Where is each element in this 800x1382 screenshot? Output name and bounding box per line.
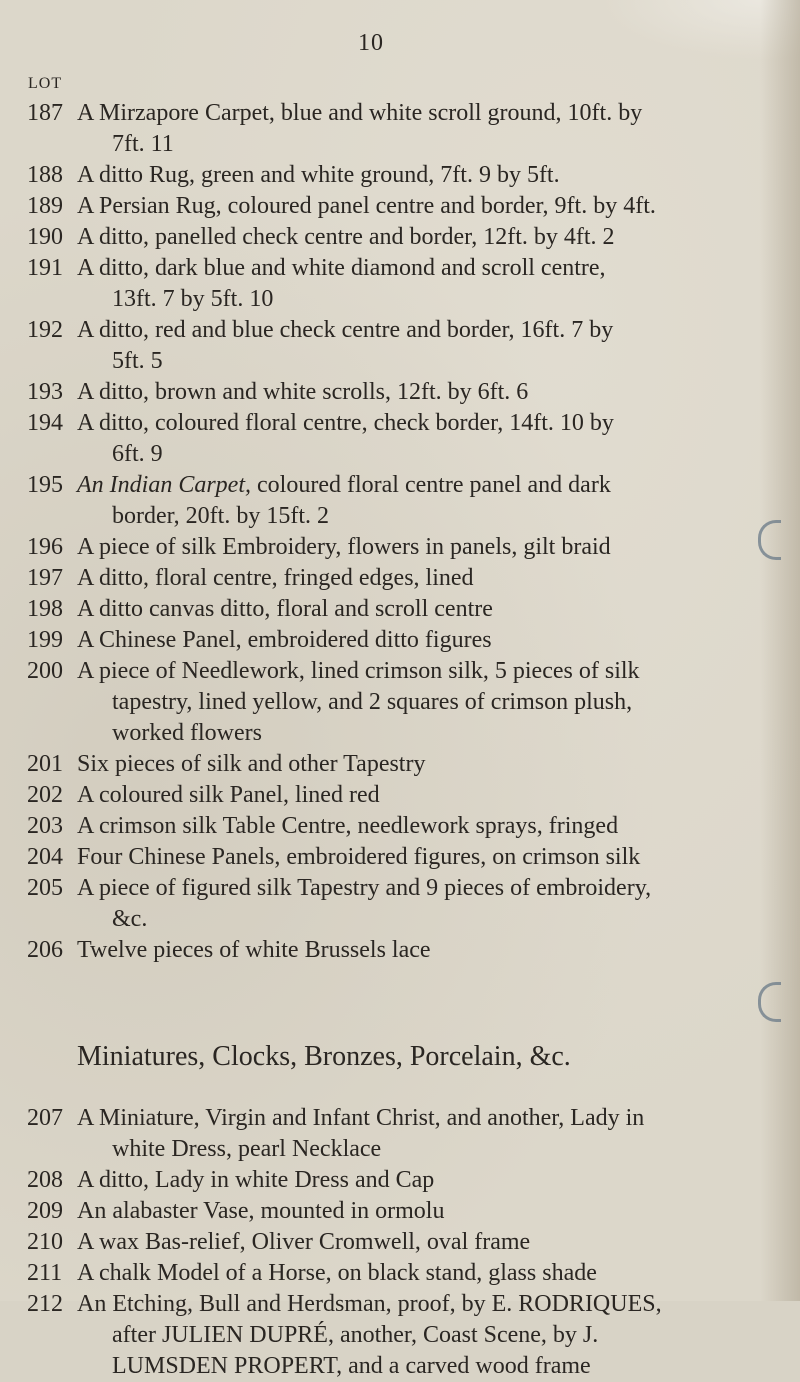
description-line: A piece of silk Embroidery, flowers in panels, gilt braid <box>77 534 611 560</box>
lot-description <box>77 749 775 780</box>
lot-number: 209 <box>27 1198 63 1224</box>
lot-number: 201 <box>27 751 63 777</box>
description-line: 6ft. 9 <box>112 441 163 467</box>
lot-number: 198 <box>27 596 63 622</box>
lot-description <box>77 811 775 842</box>
lot-number: 192 <box>27 317 63 343</box>
description-line: A ditto, dark blue and white diamond and scroll centre, <box>77 255 606 281</box>
description-line: A ditto, floral centre, fringed edges, lined <box>77 565 474 591</box>
lot-number: 211 <box>27 1260 63 1286</box>
description-line: white Dress, pearl Necklace <box>112 1136 382 1162</box>
lot-number: 206 <box>27 937 63 963</box>
description-line: after JULIEN DUPRÉ, another, Coast Scene, by J. <box>112 1322 599 1348</box>
description-line: 5ft. 5 <box>112 348 163 374</box>
lot-number: 202 <box>27 782 63 808</box>
description-line: A Mirzapore Carpet, blue and white scroll ground, 10ft. by <box>77 100 643 126</box>
description-line: A Persian Rug, coloured panel centre and border, 9ft. by 4ft. <box>77 193 656 219</box>
description-line: A ditto, coloured floral centre, check border, 14ft. 10 by <box>77 410 614 436</box>
lot-number: 212 <box>27 1291 63 1317</box>
description-line: An Etching, Bull and Herdsman, proof, by E. RODRIQUES, <box>77 1291 662 1317</box>
description-line: A crimson silk Table Centre, needlework sprays, fringed <box>77 813 619 839</box>
description-line: tapestry, lined yellow, and 2 squares of crimson plush, <box>112 689 633 715</box>
lot-number: 193 <box>27 379 63 405</box>
description-line: A ditto, red and blue check centre and border, 16ft. 7 by <box>77 317 614 343</box>
description-line: worked flowers <box>112 720 262 746</box>
lot-description <box>77 160 775 191</box>
description-line: 7ft. 11 <box>112 131 174 157</box>
lot-number: 210 <box>27 1229 63 1255</box>
lot-description <box>77 1227 775 1258</box>
description-line: 13ft. 7 by 5ft. 10 <box>112 286 274 312</box>
lot-description <box>77 656 775 749</box>
description-line: A ditto, brown and white scrolls, 12ft. by 6ft. 6 <box>77 379 529 405</box>
lot-description <box>77 1165 775 1196</box>
lot-description <box>77 253 775 315</box>
description-line: An alabaster Vase, mounted in ormolu <box>77 1198 445 1224</box>
description-line: A coloured silk Panel, lined red <box>77 782 380 808</box>
page-number: 10 <box>358 30 384 56</box>
lot-number: 207 <box>27 1105 63 1131</box>
description-line: A ditto Rug, green and white ground, 7ft. 9 by 5ft. <box>77 162 560 188</box>
description-line: Six pieces of silk and other Tapestry <box>77 751 426 777</box>
lot-number: 191 <box>27 255 63 281</box>
lot-number: 195 <box>27 472 63 498</box>
lot-description <box>77 935 775 966</box>
description-line: A ditto, panelled check centre and border, 12ft. by 4ft. 2 <box>77 224 615 250</box>
section-heading: Miniatures, Clocks, Bronzes, Porcelain, &c. <box>77 1041 571 1072</box>
lot-description <box>77 98 775 160</box>
lot-description <box>77 780 775 811</box>
lot-number: 208 <box>27 1167 63 1193</box>
lot-description <box>77 594 775 625</box>
lot-number: 188 <box>27 162 63 188</box>
lot-number: 200 <box>27 658 63 684</box>
description-line: A chalk Model of a Horse, on black stand, glass shade <box>77 1260 597 1286</box>
lot-description <box>77 377 775 408</box>
description-line: &c. <box>112 906 148 932</box>
lot-number: 204 <box>27 844 63 870</box>
lot-description <box>77 625 775 656</box>
lot-description <box>77 191 775 222</box>
description-line: A wax Bas-relief, Oliver Cromwell, oval frame <box>77 1229 531 1255</box>
description-line: A piece of figured silk Tapestry and 9 pieces of embroidery, <box>77 875 652 901</box>
lot-number: 194 <box>27 410 63 436</box>
lot-column-header: LOT <box>28 75 63 92</box>
description-line: Four Chinese Panels, embroidered figures, on crimson silk <box>77 844 641 870</box>
description-line: A Miniature, Virgin and Infant Christ, and another, Lady in <box>77 1105 645 1131</box>
description-line: Twelve pieces of white Brussels lace <box>77 937 431 963</box>
lot-number: 205 <box>27 875 63 901</box>
lot-number: 189 <box>27 193 63 219</box>
lot-number: 196 <box>27 534 63 560</box>
description-line: A ditto, Lady in white Dress and Cap <box>77 1167 435 1193</box>
lot-number: 187 <box>27 100 63 126</box>
lot-description <box>77 532 775 563</box>
lot-number: 203 <box>27 813 63 839</box>
description-line: A Chinese Panel, embroidered ditto figures <box>77 627 492 653</box>
description-line: A ditto canvas ditto, floral and scroll centre <box>77 596 493 622</box>
lot-number: 190 <box>27 224 63 250</box>
italic-title: An Indian Carpet, <box>77 472 251 498</box>
lot-description <box>77 1289 775 1382</box>
description-line: border, 20ft. by 15ft. 2 <box>112 503 329 529</box>
lot-description <box>77 1103 775 1165</box>
lot-description <box>77 408 775 470</box>
lot-description <box>77 222 775 253</box>
lot-number: 197 <box>27 565 63 591</box>
lot-description <box>77 842 775 873</box>
description-line: An Indian Carpet, coloured floral centre panel and dark <box>77 472 611 498</box>
lot-description <box>77 1258 775 1289</box>
lot-number: 199 <box>27 627 63 653</box>
lot-description <box>77 563 775 594</box>
lot-description <box>77 873 775 935</box>
lot-description <box>77 315 775 377</box>
description-line: A piece of Needlework, lined crimson silk, 5 pieces of silk <box>77 658 640 684</box>
description-line: LUMSDEN PROPERT, and a carved wood frame <box>112 1353 591 1379</box>
lot-description <box>77 1196 775 1227</box>
lot-description <box>77 470 775 532</box>
